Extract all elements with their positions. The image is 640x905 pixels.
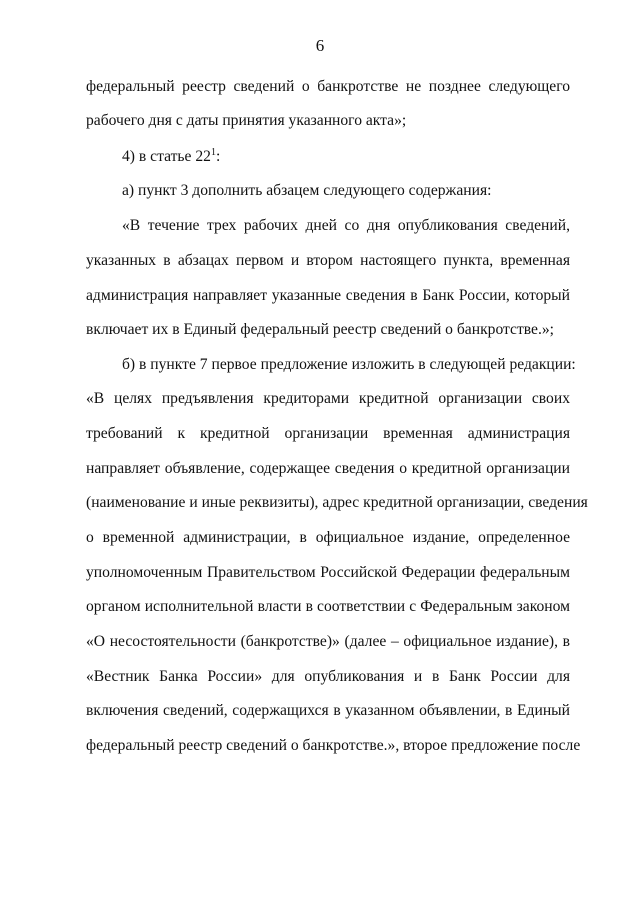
superscript: 1 [210, 146, 216, 158]
text-line: о временной администрации, в официальное издание, определенное [86, 529, 570, 546]
text-line: включает их в Единый федеральный реестр сведений о банкротстве.»; [86, 321, 555, 338]
text-line: «Вестник Банка России» для опубликования и в Банк России для [86, 668, 570, 685]
list-item-heading [122, 147, 570, 167]
text-fragment: : [215, 148, 221, 165]
text-line: федеральный реестр сведений о банкротстве.», второе предложение после [86, 737, 581, 754]
text-line: б) в пункте 7 первое предложение изложить в следующей редакции: [122, 356, 576, 373]
text-line: указанных в абзацах первом и втором настоящего пункта, временная [86, 252, 570, 269]
text-line: уполномоченным Правительством Российской Федерации федеральным [86, 564, 570, 581]
text-line: направляет объявление, содержащее сведения о кредитной организации [86, 460, 570, 477]
text-line: «О несостоятельности (банкротстве)» (далее – официальное издание), в [86, 633, 570, 650]
text-line: рабочего дня с даты принятия указанного акта»; [86, 112, 407, 129]
text-line: включения сведений, содержащихся в указанном объявлении, в Единый [86, 702, 570, 719]
text-line: «В целях предъявления кредиторами кредитной организации своих [86, 390, 570, 407]
text-line: «В течение трех рабочих дней со дня опубликования сведений, [122, 217, 570, 234]
text-line: (наименование и иные реквизиты), адрес кредитной организации, сведения [86, 494, 588, 511]
text-line: федеральный реестр сведений о банкротстве не позднее следующего [86, 78, 570, 95]
text-line: органом исполнительной власти в соответствии с Федеральным законом [86, 598, 570, 615]
text-line: а) пункт 3 дополнить абзацем следующего содержания: [122, 182, 492, 199]
page-number: 6 [315, 36, 325, 55]
text-line: администрация направляет указанные сведения в Банк России, который [86, 287, 570, 304]
text-line: требований к кредитной организации временная администрация [86, 425, 570, 442]
text-fragment: 4) в статье 22 [122, 148, 211, 165]
